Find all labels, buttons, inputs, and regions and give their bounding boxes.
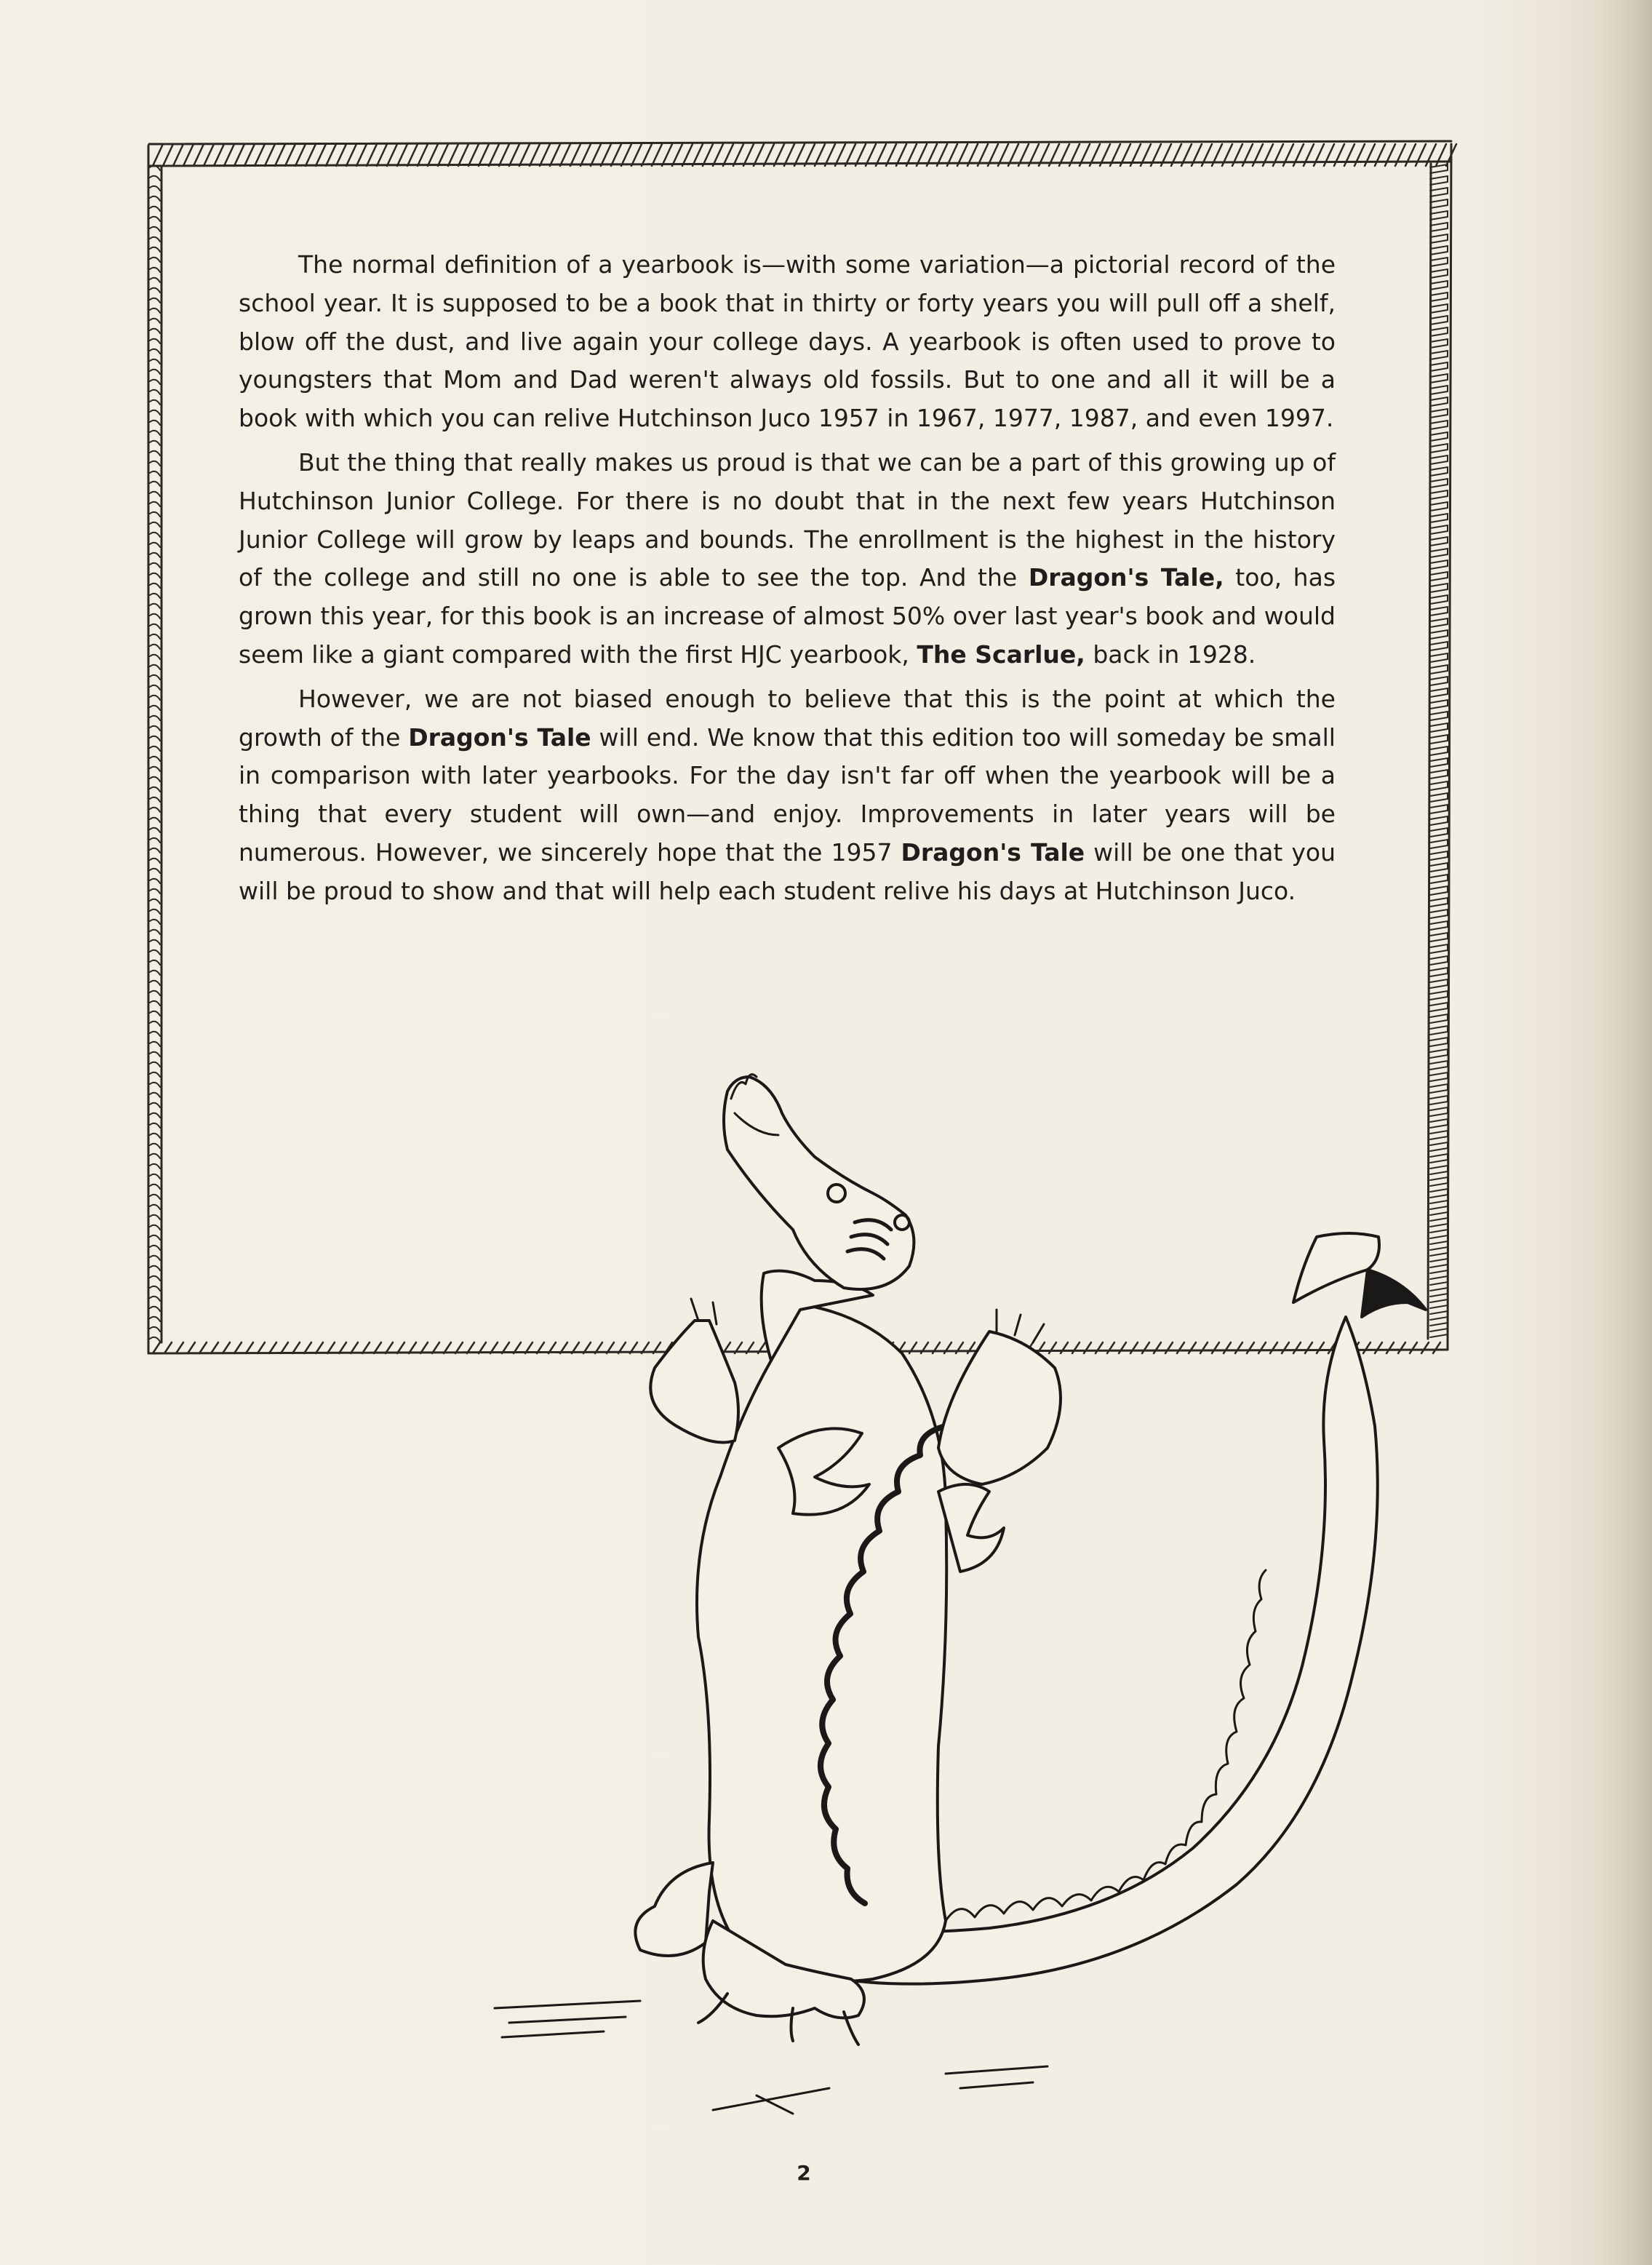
dragon-left-arm: [650, 1321, 738, 1443]
dragon-right-arm: [938, 1331, 1061, 1484]
paragraph-text: back in 1928.: [1085, 640, 1256, 669]
bold-title-text: Dragon's Tale,: [1028, 563, 1224, 592]
dragon-head: [724, 1077, 914, 1289]
dragon-foot: [635, 1863, 713, 1956]
paragraph-text: But the thing that really makes us proud is that we can be a part of this growing up of Hutchinson Junior College. For there is no doubt that in the next few years Hutchinson Junior College will grow by leaps and bounds. The enrollment is the highest in the history of the college and still no one is able to see the top. And the: [239, 447, 1336, 592]
paragraph-text: too, has grown this year, for this book is an increase of almost 50% over last year's book and would seem like a giant compared with the first HJC yearbook,: [239, 563, 1336, 669]
bold-title-text: Dragon's Tale: [901, 837, 1085, 867]
dragon-wing-right: [938, 1484, 1004, 1572]
paragraph-text: will end. We know that this edition too will someday be small in comparison with later yearbooks. For the day isn't far off when the yearbook will be a thing that every student will own—and enjoy. Improvements in later years will be numerous. However, we sincerely hope that the 1957: [239, 723, 1336, 867]
paragraph-text: The normal definition of a yearbook is—with some variation—a pictorial record of the school year. It is supposed to be a book that in thirty or forty years you will pull off a shelf, blow off the dust, and live again your college days. A yearbook is often used to prove to youngsters that Mom and Dad weren't always old fossils. But to one and all it will be a book with which you can relive Hutchinson Juco 1957 in 1967, 1977, 1987, and even 1997.: [239, 250, 1336, 433]
bold-title-text: Dragon's Tale: [408, 723, 591, 752]
paragraph-text: will be one that you will be proud to show and that will help each student relive his days at Hutchinson Juco.: [239, 837, 1336, 905]
paragraph-text: However, we are not biased enough to believe that this is the point at which the growth of the: [239, 684, 1336, 752]
bold-title-text: The Scarlue,: [917, 640, 1085, 669]
page-number: 2: [797, 2161, 811, 2185]
